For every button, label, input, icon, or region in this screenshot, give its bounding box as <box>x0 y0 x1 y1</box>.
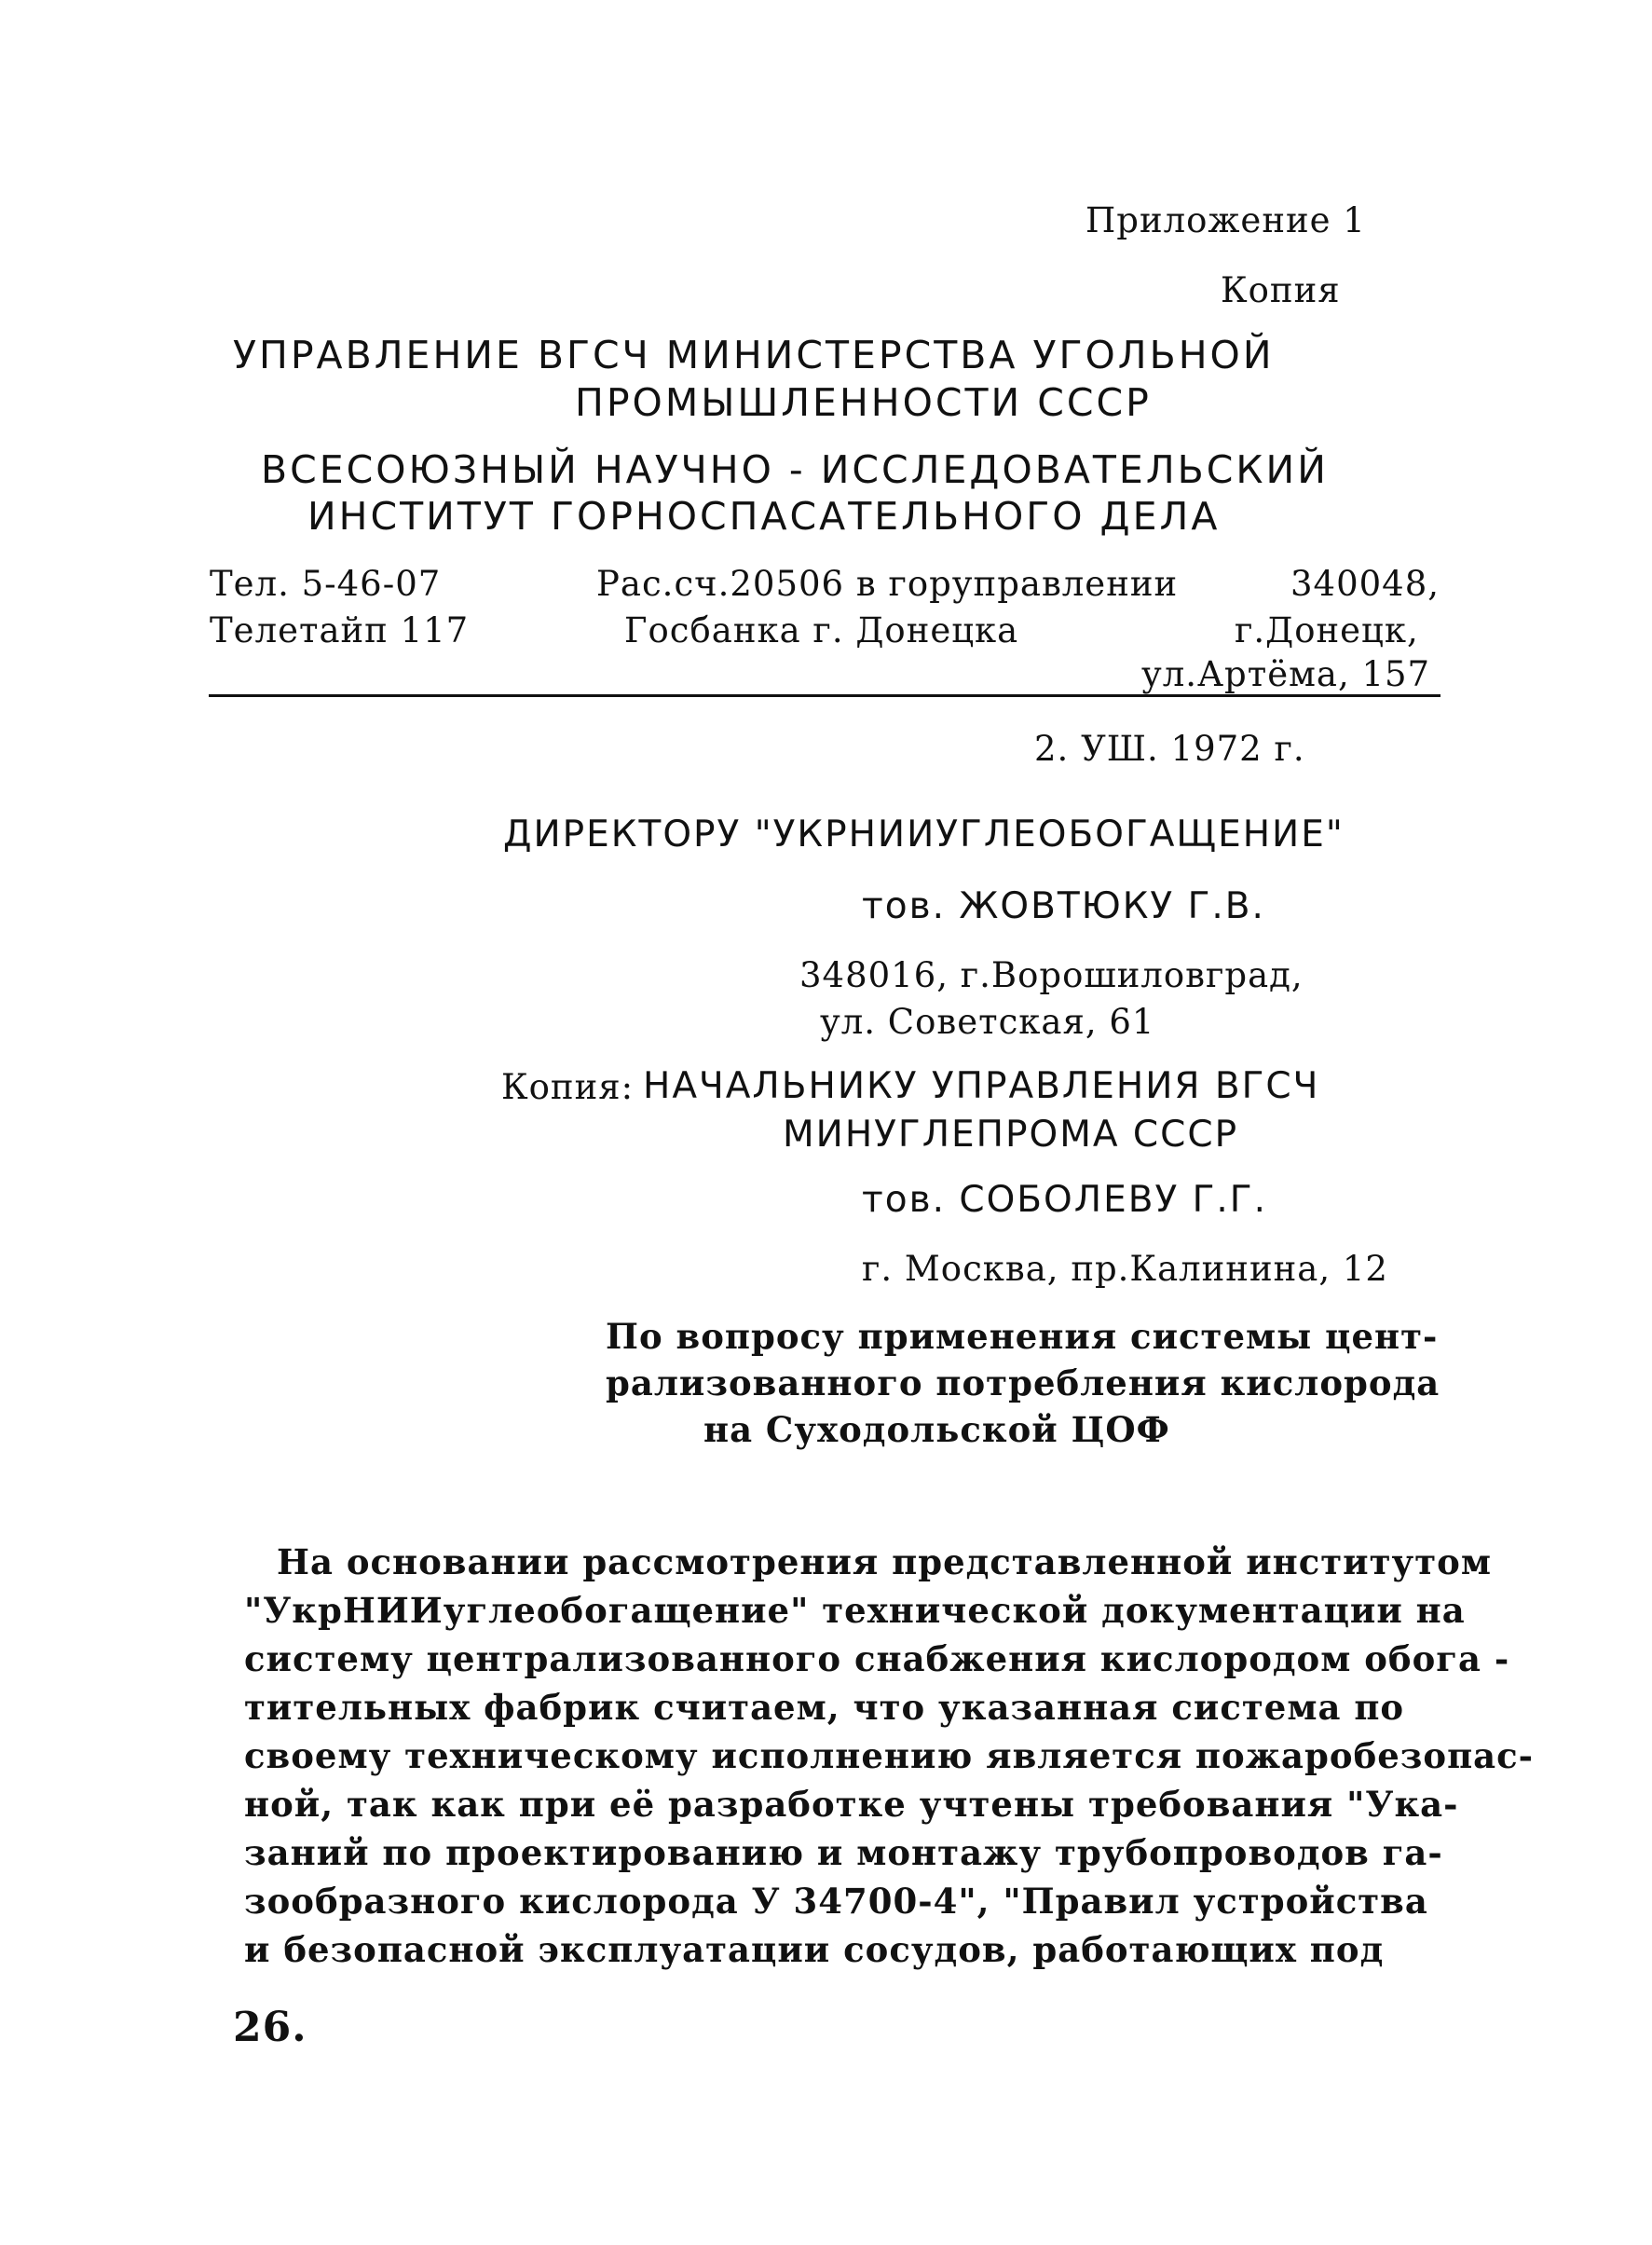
bank-account: Рас.сч.20506 в горуправлении <box>596 564 1179 604</box>
body-line: зообразного кислорода У 34700-4", "Правил устройства <box>244 1881 1428 1922</box>
letter-date: 2. УШ. 1972 г. <box>1034 729 1305 769</box>
postcode: 340048, <box>1290 564 1440 604</box>
body-line: и безопасной эксплуатации сосудов, работающих под <box>244 1929 1385 1970</box>
appendix-label: Приложение 1 <box>1085 200 1366 240</box>
body-line: систему централизованного снабжения кислородом обога - <box>244 1638 1510 1679</box>
institute-name-line2: ИНСТИТУТ ГОРНОСПАСАТЕЛЬНОГО ДЕЛА <box>307 494 1221 539</box>
subject-line3: на Суходольской ЦОФ <box>703 1409 1170 1450</box>
subject-line1: По вопросу применения системы цент- <box>606 1316 1439 1357</box>
recipient-title: ДИРЕКТОРУ "УКРНИИУГЛЕОБОГАЩЕНИЕ" <box>503 814 1345 856</box>
page-number: 26. <box>233 2004 307 2051</box>
copy-to-name: тов. СОБОЛЕВУ Г.Г. <box>862 1179 1267 1221</box>
body-paragraph <box>244 1538 1535 1974</box>
street-address: ул.Артёма, 157 <box>1141 654 1431 694</box>
city: г.Донецк, <box>1235 610 1419 650</box>
copy-to-label: Копия: <box>501 1067 635 1107</box>
body-line: ной, так как при её разработке учтены требования "Ука- <box>244 1784 1459 1825</box>
subject-line2: рализованного потребления кислорода <box>606 1362 1440 1403</box>
body-line: тительных фабрик считаем, что указанная система по <box>244 1687 1405 1728</box>
body-line: На основании рассмотрения представленной институтом <box>277 1541 1492 1582</box>
org-name-line1: УПРАВЛЕНИЕ ВГСЧ МИНИСТЕРСТВА УГОЛЬНОЙ <box>233 333 1275 377</box>
org-name-line2: ПРОМЫШЛЕННОСТИ СССР <box>575 380 1152 425</box>
letterhead-divider <box>209 694 1440 697</box>
recipient-address-line1: 348016, г.Ворошиловград, <box>799 955 1304 995</box>
body-line: "УкрНИИуглеобогащение" технической документации на <box>244 1590 1466 1631</box>
institute-name-line1: ВСЕСОЮЗНЫЙ НАУЧНО - ИССЛЕДОВАТЕЛЬСКИЙ <box>261 447 1329 492</box>
copy-to-address: г. Москва, пр.Калинина, 12 <box>862 1249 1388 1289</box>
teletype: Телетайп 117 <box>210 610 470 650</box>
copy-mark: Копия <box>1221 270 1341 310</box>
copy-to-title-line1: НАЧАЛЬНИКУ УПРАВЛЕНИЯ ВГСЧ <box>643 1065 1320 1107</box>
body-line: заний по проектированию и монтажу трубопроводов га- <box>244 1832 1443 1873</box>
recipient-name: тов. ЖОВТЮКУ Г.В. <box>862 885 1265 927</box>
copy-to-title-line2: МИНУГЛЕПРОМА СССР <box>783 1114 1239 1156</box>
recipient-address-line2: ул. Советская, 61 <box>820 1002 1155 1042</box>
body-line: своему техническому исполнению является пожаробезопас- <box>244 1735 1535 1776</box>
phone: Тел. 5-46-07 <box>210 564 442 604</box>
bank-name: Госбанка г. Донецка <box>624 610 1019 650</box>
